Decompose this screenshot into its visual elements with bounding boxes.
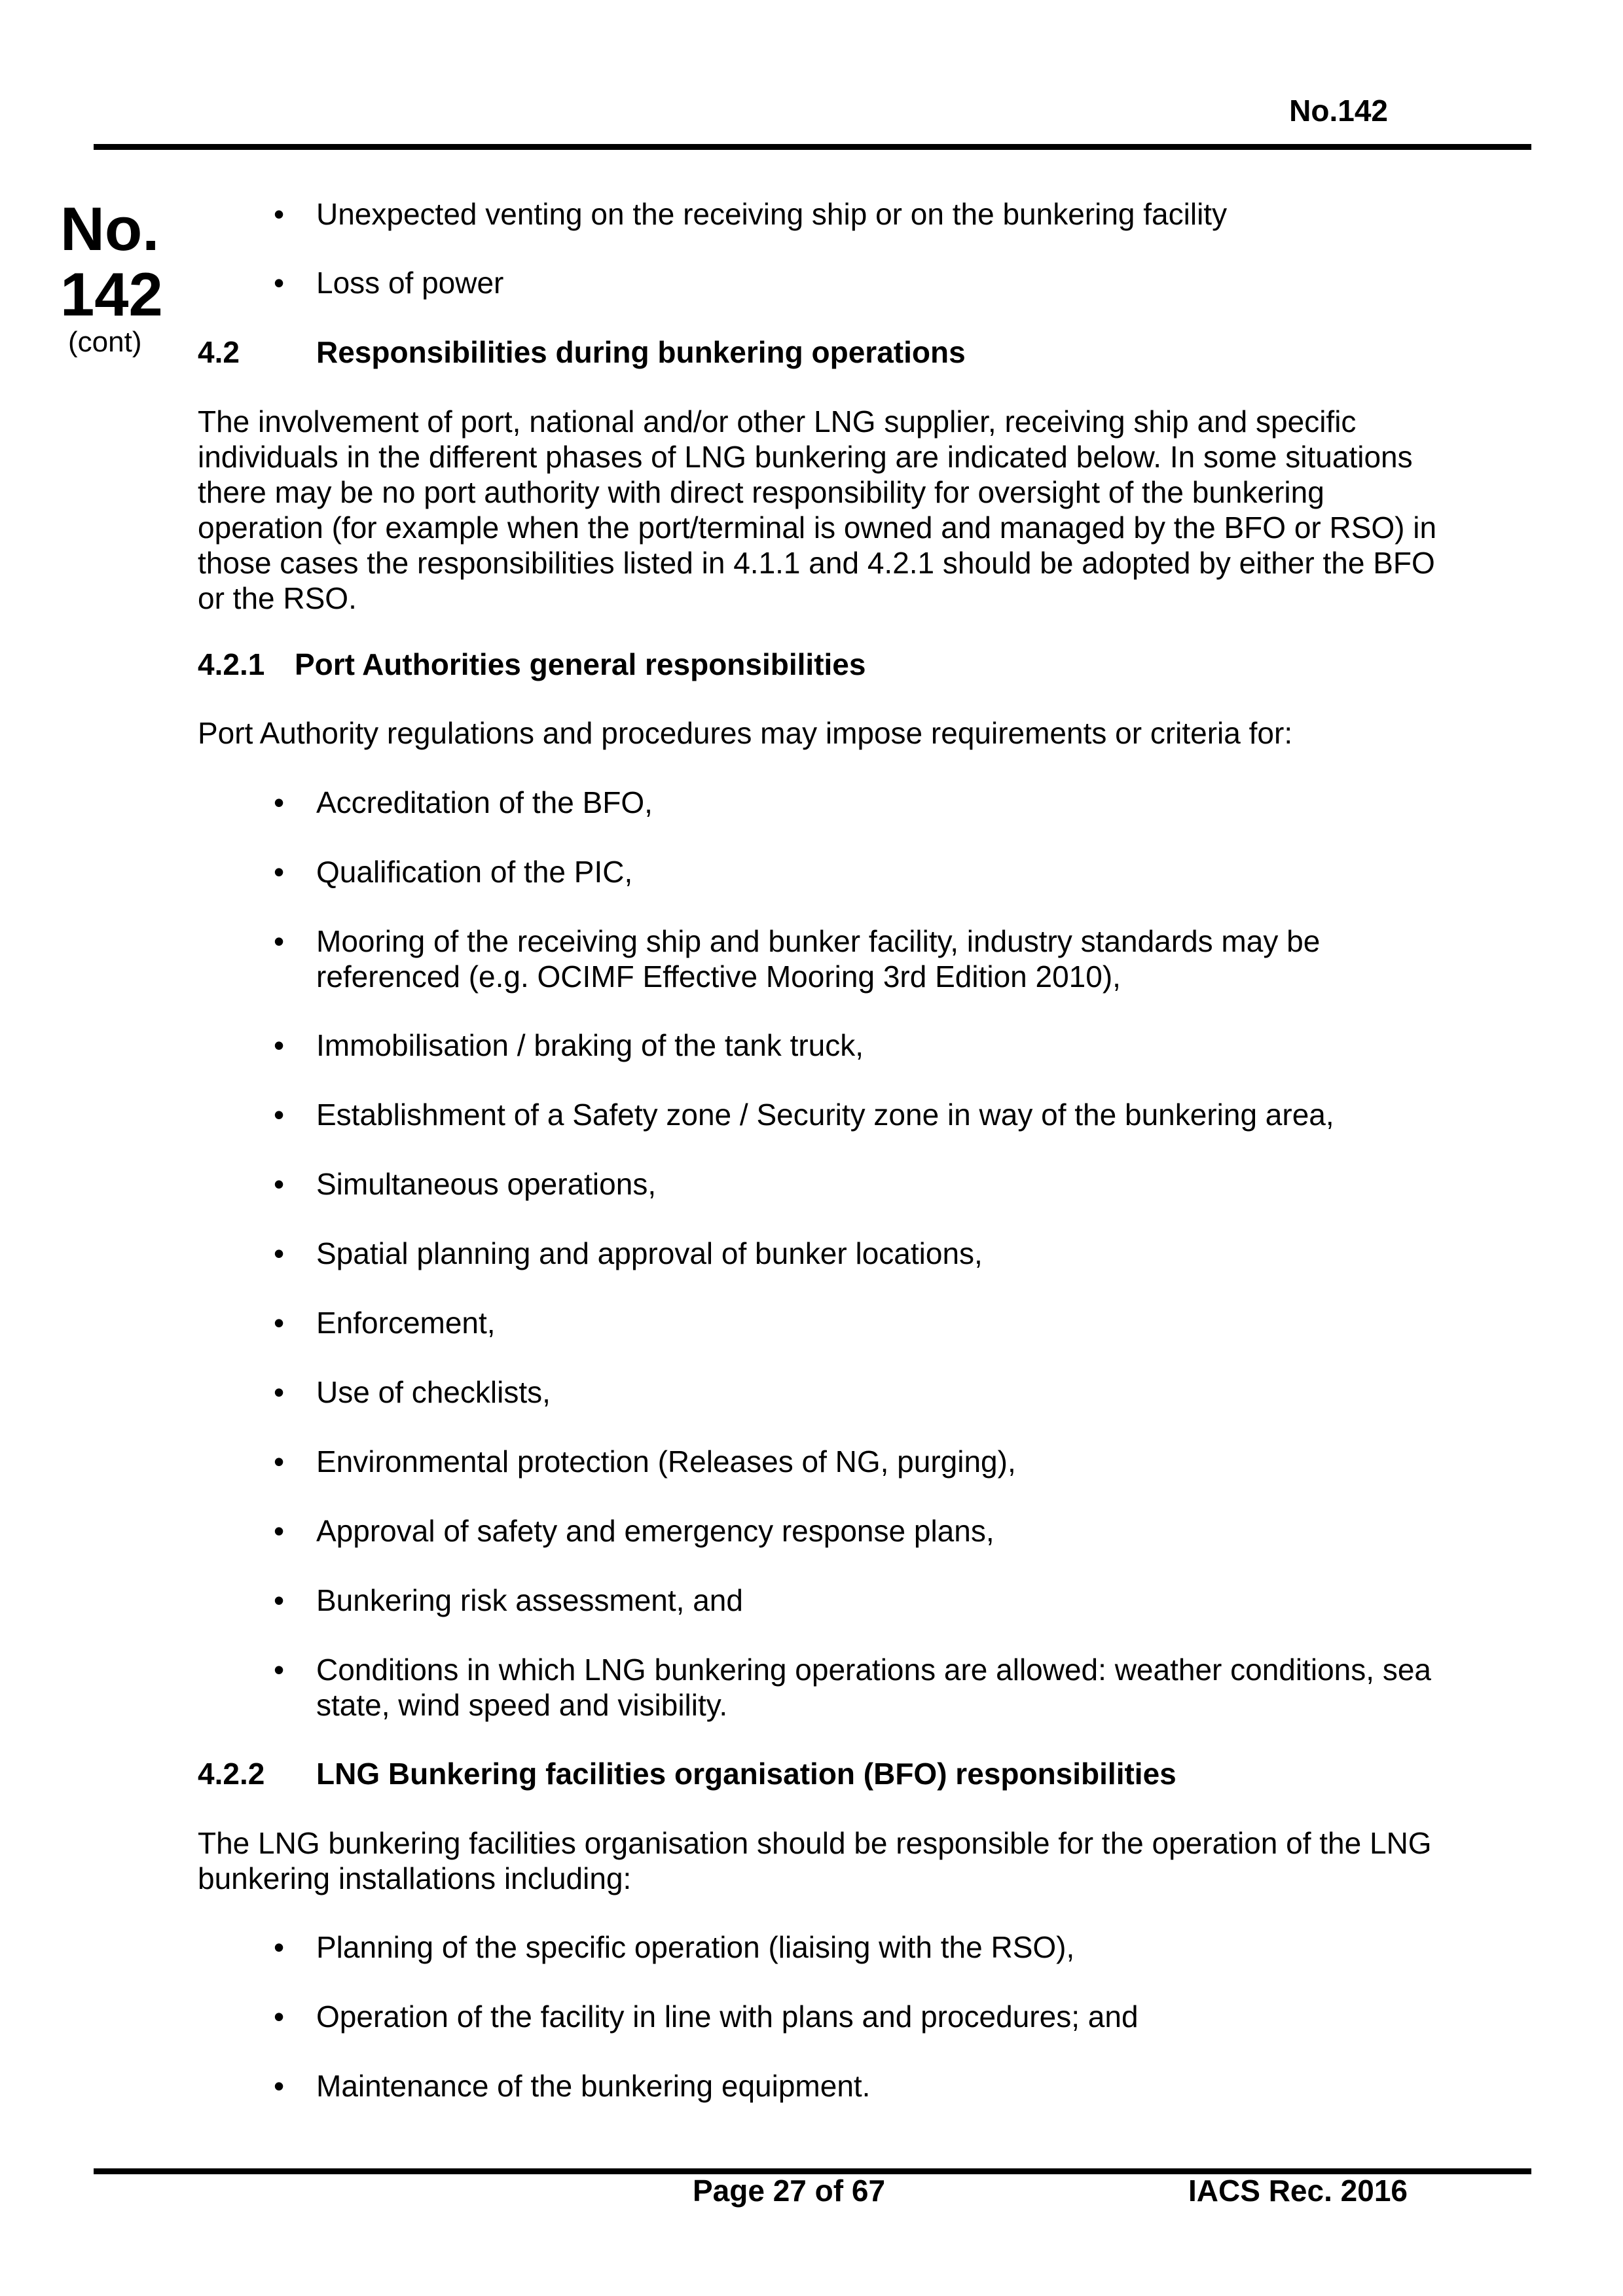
side-cont-label: (cont)	[68, 326, 142, 358]
bullet-icon: •	[274, 855, 285, 889]
section-number: 4.2.1	[198, 647, 265, 681]
document-number: No.142	[1289, 94, 1388, 128]
section-number: 4.2	[198, 335, 240, 369]
section-paragraph: The involvement of port, national and/or other LNG supplier, receiving ship and specific individuals in the different phases of LNG bunkering are indicated below. In some situations there may be no port authority with direct responsibility for oversight of the bunkering operation (for example when the port/terminal is owned and managed by the BFO or RSO) in those cases the responsibilities listed in 4.1.1 and 4.2.1 should be adopted by either the BFO or the RSO.	[198, 404, 1437, 615]
bullet-icon: •	[274, 1098, 285, 1132]
section-title: LNG Bunkering facilities organisation (BFO) responsibilities	[316, 1757, 1176, 1791]
bullet-icon: •	[274, 2000, 285, 2034]
section-title: Port Authorities general responsibilities	[295, 647, 866, 681]
bullet-icon: •	[274, 197, 285, 231]
bullet-icon: •	[274, 1583, 285, 1617]
list-item: Environmental protection (Releases of NG, purging),	[316, 1444, 1016, 1479]
list-item: Qualification of the PIC,	[316, 855, 633, 889]
bullet-icon: •	[274, 1444, 285, 1479]
bullet-icon: •	[274, 2069, 285, 2103]
list-item: Unexpected venting on the receiving ship or on the bunkering facility	[316, 197, 1228, 231]
bullet-icon: •	[274, 1028, 285, 1062]
list-item: Conditions in which LNG bunkering operations are allowed: weather conditions, sea state, wind speed and visibility.	[316, 1653, 1431, 1722]
bullet-icon: •	[274, 924, 285, 958]
list-item: Spatial planning and approval of bunker locations,	[316, 1236, 983, 1270]
bullet-icon: •	[274, 266, 285, 300]
recommendation-label: IACS Rec. 2016	[1188, 2174, 1408, 2208]
section-title: Responsibilities during bunkering operations	[316, 335, 966, 369]
bullet-icon: •	[274, 1930, 285, 1964]
list-item: Planning of the specific operation (liaising with the RSO),	[316, 1930, 1075, 1964]
list-item: Loss of power	[316, 266, 504, 300]
list-item: Enforcement,	[316, 1306, 496, 1340]
bullet-icon: •	[274, 1167, 285, 1201]
header-rule	[94, 144, 1531, 150]
section-number: 4.2.2	[198, 1757, 265, 1791]
side-no-label: No.	[60, 194, 160, 263]
list-item: Bunkering risk assessment, and	[316, 1583, 743, 1617]
side-number: 142	[60, 260, 163, 329]
list-item: Simultaneous operations,	[316, 1167, 657, 1201]
bullet-icon: •	[274, 1236, 285, 1270]
list-item: Use of checklists,	[316, 1375, 551, 1409]
bullet-icon: •	[274, 1375, 285, 1409]
list-item: Mooring of the receiving ship and bunker facility, industry standards may be referenced (e.g. OCIMF Effective Mooring 3rd Edition 2010),	[316, 924, 1321, 994]
list-item: Maintenance of the bunkering equipment.	[316, 2069, 871, 2103]
bullet-icon: •	[274, 1653, 285, 1687]
section-intro: Port Authority regulations and procedures may impose requirements or criteria for:	[198, 716, 1293, 750]
list-item: Immobilisation / braking of the tank truck,	[316, 1028, 864, 1062]
bullet-icon: •	[274, 1306, 285, 1340]
list-item: Operation of the facility in line with plans and procedures; and	[316, 2000, 1139, 2034]
section-intro: The LNG bunkering facilities organisation should be responsible for the operation of the LNG bunkering installations including:	[198, 1826, 1432, 1895]
list-item: Accreditation of the BFO,	[316, 785, 653, 819]
list-item: Approval of safety and emergency response plans,	[316, 1514, 994, 1548]
bullet-icon: •	[274, 1514, 285, 1548]
bullet-icon: •	[274, 785, 285, 819]
list-item: Establishment of a Safety zone / Security zone in way of the bunkering area,	[316, 1098, 1334, 1132]
page-number: Page 27 of 67	[693, 2174, 886, 2208]
